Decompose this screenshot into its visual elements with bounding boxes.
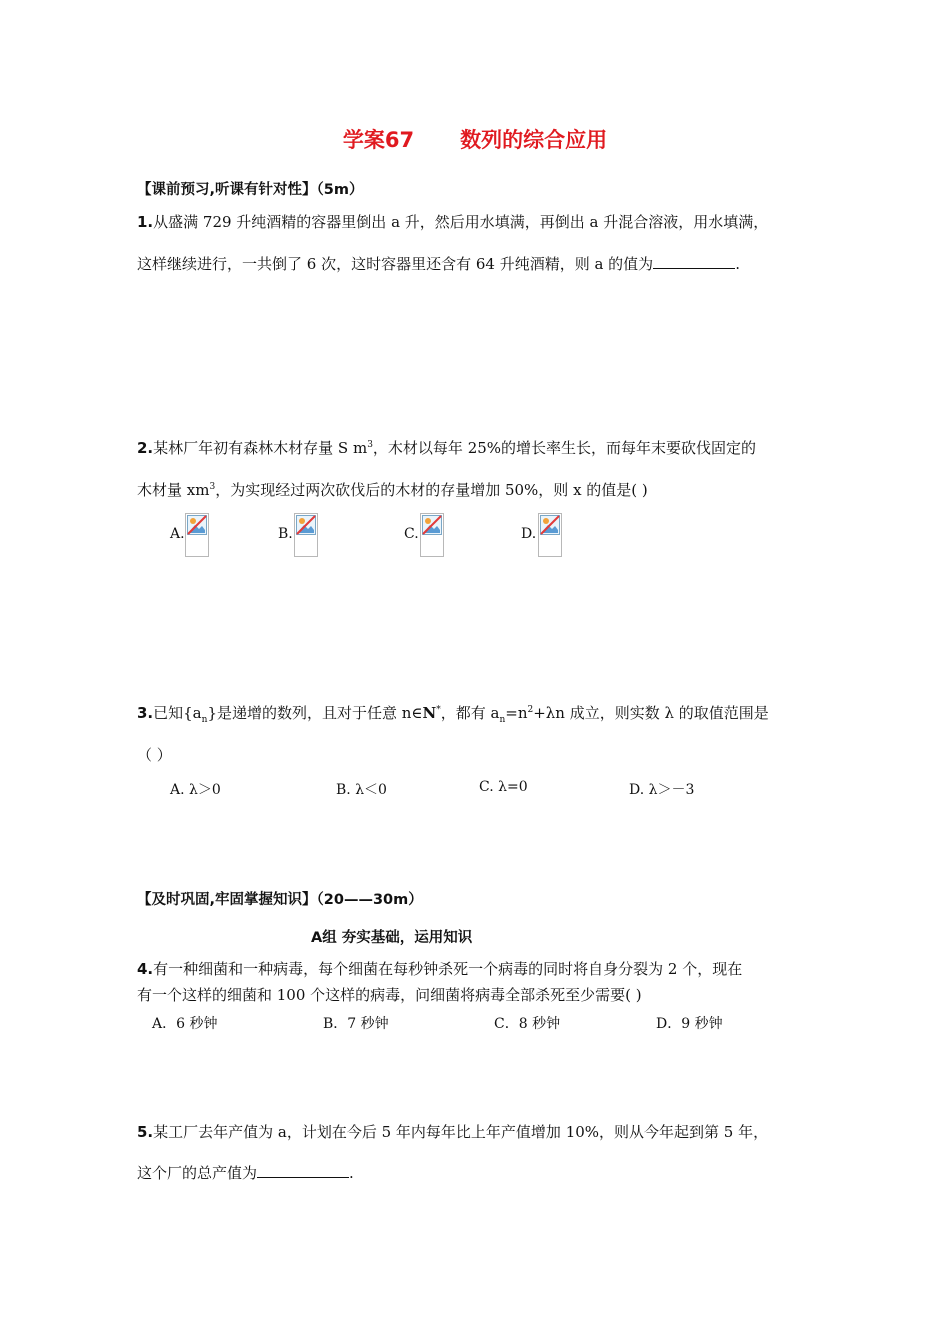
question-number: 1. [137, 213, 154, 231]
group-a-heading: A组 夯实基础，运用知识 [311, 930, 473, 946]
question-text: }是递增的数列，且对于任意 n∈ [207, 704, 423, 722]
question-text: 这样继续进行，一共倒了 6 次，这时容器里还含有 64 升纯酒精，则 a 的值为 [137, 255, 654, 273]
title-number: 学案67 [342, 128, 415, 152]
option-b[interactable]: B．7 秒钟 [323, 1016, 389, 1032]
option-c-label[interactable]: C. [404, 526, 419, 542]
subscript: n [201, 715, 208, 725]
question-5-line-1 [137, 1121, 768, 1142]
question-text-end: . [349, 1164, 354, 1182]
section-time: （5m） [316, 182, 364, 198]
question-text-end: . [735, 255, 740, 273]
question-text: 木材量 xm [137, 481, 210, 499]
broken-image-icon [420, 513, 444, 557]
question-2-line-2 [137, 479, 648, 500]
question-text: ，木材以每年 25%的增长率生长，而每年末要砍伐固定的 [372, 439, 757, 457]
section-label: 【课前预习,听课有针对性】 [137, 182, 317, 198]
question-number: 5. [137, 1123, 154, 1141]
option-d-label[interactable]: D. [521, 526, 537, 542]
option-a-label[interactable]: A. [170, 526, 185, 542]
question-4-line-2 [137, 984, 642, 1005]
option-b[interactable]: B. λ＜0 [336, 782, 387, 798]
broken-image-icon [538, 513, 562, 557]
question-number: 3. [137, 704, 154, 722]
question-3-line-1 [137, 702, 769, 725]
question-text: 有一种细菌和一种病毒，每个细菌在每秒钟杀死一个病毒的同时将自身分裂为 2 个，现在 [153, 960, 743, 978]
natural-numbers-symbol: N [422, 704, 437, 722]
answer-parentheses: （ ） [137, 746, 172, 764]
subscript: n [499, 715, 506, 725]
answer-blank[interactable] [257, 1162, 349, 1178]
question-5-line-2 [137, 1162, 354, 1183]
option-a[interactable]: A．6 秒钟 [152, 1016, 218, 1032]
superscript: 3 [209, 482, 216, 492]
question-text: =n [505, 704, 528, 722]
option-c[interactable]: C. λ=0 [479, 779, 528, 795]
broken-image-icon [185, 513, 209, 557]
section-time: （20——30m） [316, 892, 423, 908]
superscript: * [436, 705, 441, 715]
question-3-line-2 [137, 744, 172, 765]
question-number: 4. [137, 960, 154, 978]
option-d[interactable]: D．9 秒钟 [656, 1016, 723, 1032]
question-1-line-1 [137, 211, 768, 232]
question-text: ，为实现经过两次砍伐后的木材的存量增加 50%，则 x 的值是( ) [215, 481, 648, 499]
superscript: 2 [527, 705, 534, 715]
question-text: 这个厂的总产值为 [137, 1164, 258, 1182]
section-label: 【及时巩固,牢固掌握知识】 [137, 892, 317, 908]
superscript: 3 [367, 440, 373, 450]
section-heading-preview [137, 178, 363, 199]
broken-image-icon [294, 513, 318, 557]
option-d[interactable]: D. λ＞－3 [629, 782, 695, 798]
title-topic: 数列的综合应用 [460, 128, 608, 152]
question-1-line-2 [137, 253, 740, 274]
answer-blank[interactable] [653, 253, 735, 269]
question-text: +λn 成立，则实数 λ 的取值范围是 [533, 704, 769, 722]
page-title [0, 124, 950, 154]
question-text: 有一个这样的细菌和 100 个这样的病毒，问细菌将病毒全部杀死至少需要( ) [137, 986, 642, 1004]
option-b-label[interactable]: B. [278, 526, 293, 542]
question-text: 已知{a [153, 704, 202, 722]
question-4-line-1 [137, 958, 742, 979]
section-heading-consolidate [137, 888, 423, 909]
question-text: 某林厂年初有森林木材存量 S m [153, 439, 368, 457]
question-number: 2. [137, 439, 154, 457]
question-text: ，都有 a [440, 704, 500, 722]
question-text: 某工厂去年产值为 a，计划在今后 5 年内每年比上年产值增加 10%，则从今年起到第 5 年， [153, 1123, 769, 1141]
option-c[interactable]: C．8 秒钟 [494, 1016, 561, 1032]
question-2-line-1 [137, 437, 756, 458]
option-a[interactable]: A. λ＞0 [170, 782, 221, 798]
question-text: 从盛满 729 升纯酒精的容器里倒出 a 升，然后用水填满，再倒出 a 升混合溶液，用水填满， [153, 213, 769, 231]
